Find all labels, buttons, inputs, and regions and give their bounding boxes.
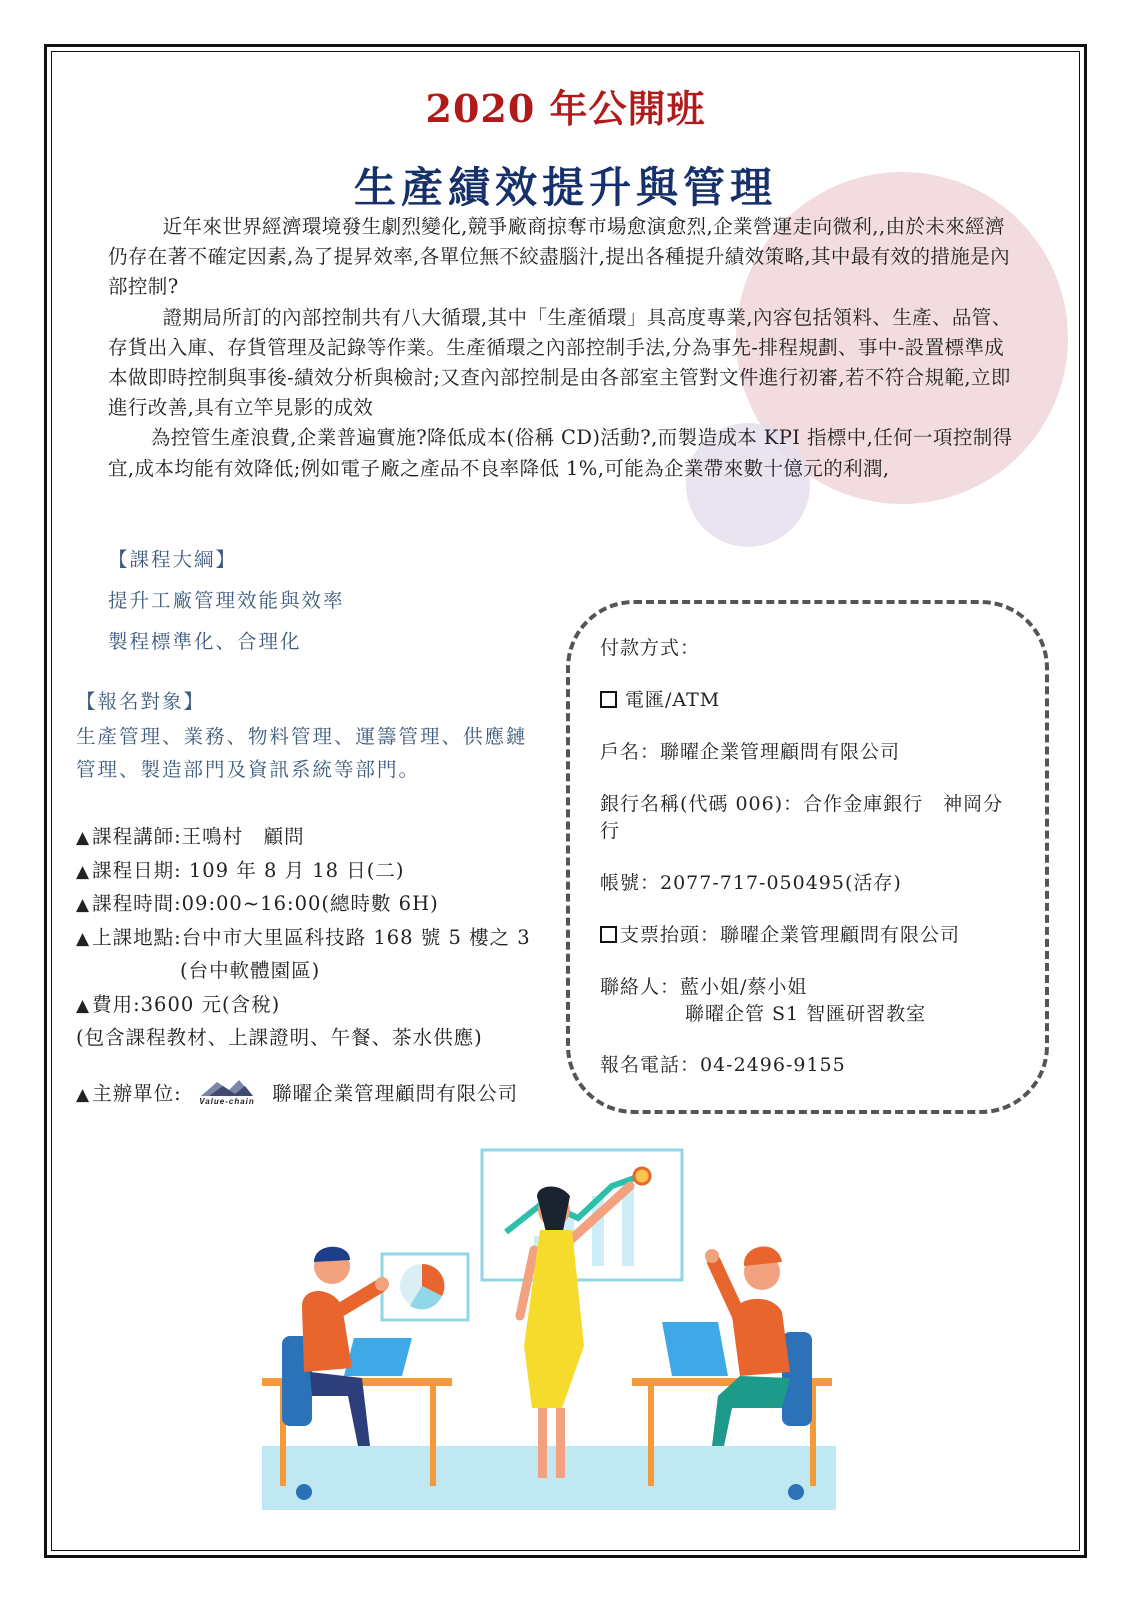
account-name: 戶名：聯曜企業管理顧問有限公司 <box>600 741 901 763</box>
triangle-bullet-icon: ▲ <box>76 1085 91 1105</box>
intro-paragraph-1: 近年來世界經濟環境發生劇烈變化,競爭廠商掠奪市場愈演愈烈,企業營運走向微利,,由於未來經濟仍存在著不確定因素,為了提昇效率,各單位無不絞盡腦汁,提出各種提升績效策略,其中最有效的措施是內部控制? <box>108 215 1010 299</box>
bank-name-cont: 行 <box>600 820 621 842</box>
triangle-bullet-icon: ▲ <box>76 929 91 949</box>
audience-text: 管理、製造部門及資訊系統等部門。 <box>76 758 421 781</box>
checkbox-icon <box>600 926 617 943</box>
intro-paragraph-3: 為控管生產浪費,企業普遍實施?降低成本(俗稱 CD)活動?,而製造成本 KPI 指標中,任何一項控制得宜,成本均能有效降低;例如電子廠之產品不良率降低 1%,可能為企業帶來數十億元的利潤, <box>108 426 1013 480</box>
value-chain-logo-icon <box>195 1076 259 1106</box>
payment-option-transfer: 電匯/ATM <box>600 685 720 712</box>
payment-heading: 付款方式： <box>600 637 701 659</box>
triangle-bullet-icon: ▲ <box>76 828 91 848</box>
bank-name: 銀行名稱(代碼 006)：合作金庫銀行 神岡分 <box>600 793 1004 815</box>
instructor-line: ▲ 課程講師:王鳴村 顧問 <box>76 825 305 848</box>
time-line: ▲ 課程時間:09:00~16:00(總時數 6H) <box>76 892 439 915</box>
intro-section <box>108 212 1016 484</box>
triangle-bullet-icon: ▲ <box>76 996 91 1016</box>
intro-paragraph-2: 證期局所訂的內部控制共有八大循環,其中「生產循環」具高度專業,內容包括領料、生產、品管、存貨出入庫、存貨管理及記錄等作業。生產循環之內部控制手法,分為事先-排程規劃、事中-設置標準成本做即時控制與事後-績效分析與檢討;又查內部控制是由各部室主管對文件進行初審,若不符合規範,立即進行改善,具有立竿見影的成效 <box>108 305 1012 420</box>
organizer-line: ▲ 主辦單位: Value-chain 聯曜企業管理顧問有限公司 <box>76 1078 518 1110</box>
payment-box <box>566 600 1049 1114</box>
audience-text: 生產管理、業務、物料管理、運籌管理、供應鏈 <box>76 725 528 748</box>
team-analytics-illustration <box>262 1146 836 1510</box>
payment-option-check: 支票抬頭：聯曜企業管理顧問有限公司 <box>600 920 960 947</box>
contact-location: 聯曜企管 S1 智匯研習教室 <box>685 1003 927 1025</box>
course-title: 生產績效提升與管理 <box>353 163 777 212</box>
svg-text:Value-chain: Value-chain <box>199 1096 255 1106</box>
outline-item: 製程標準化、合理化 <box>108 630 302 653</box>
signup-phone: 報名電話：04-2496-9155 <box>600 1054 846 1076</box>
audience-heading: 【報名對象】 <box>76 690 206 713</box>
triangle-bullet-icon: ▲ <box>76 862 91 882</box>
fee-note: (包含課程教材、上課證明、午餐、茶水供應) <box>76 1026 483 1049</box>
location-line: ▲ 上課地點:台中市大里區科技路 168 號 5 樓之 3 <box>76 926 531 949</box>
year-title: 2020 年公開班 <box>425 86 706 131</box>
account-number: 帳號：2077-717-050495(活存) <box>600 872 902 894</box>
date-line: ▲ 課程日期: 109 年 8 月 18 日(二) <box>76 859 405 882</box>
contact-person: 聯絡人：藍小姐/蔡小姐 <box>600 976 808 998</box>
outline-heading: 【課程大綱】 <box>108 548 238 571</box>
checkbox-icon <box>600 691 617 708</box>
triangle-bullet-icon: ▲ <box>76 895 91 915</box>
location-note: (台中軟體園區) <box>180 959 321 982</box>
outline-item: 提升工廠管理效能與效率 <box>108 589 345 612</box>
fee-line: ▲ 費用:3600 元(含稅) <box>76 993 281 1016</box>
